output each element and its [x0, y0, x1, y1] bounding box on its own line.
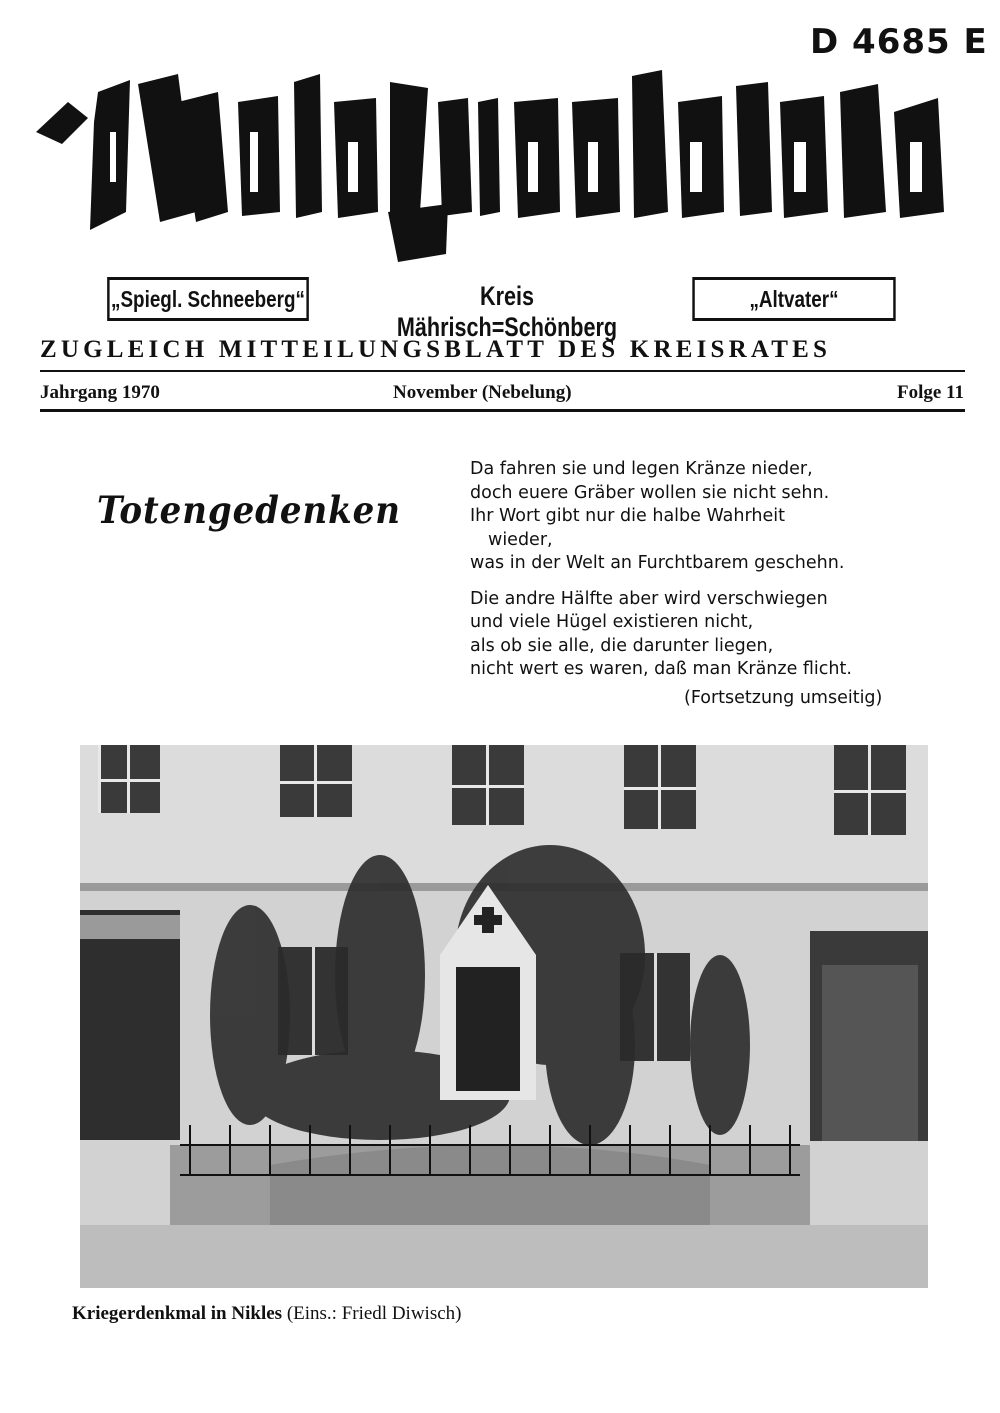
poem-line: Ihr Wort gibt nur die halbe Wahrheit — [470, 506, 785, 526]
poem-line: was in der Welt an Furchtbarem geschehn. — [470, 553, 845, 573]
poem-line: Da fahren sie und legen Kränze nieder, — [470, 459, 813, 479]
poem-line: nicht wert es waren, daß man Kränze flicht. — [470, 659, 852, 679]
issue-month: November (Nebelung) — [393, 382, 572, 403]
district-name: Kreis Mährisch=Schönberg — [396, 281, 618, 342]
region-box-left: „Spiegl. Schneeberg“ — [107, 277, 309, 321]
continuation-note: (Fortsetzung umseitig) — [684, 688, 883, 708]
publication-code: D 4685 E — [810, 22, 988, 62]
poem-line: doch euere Gräber wollen sie nicht sehn. — [470, 482, 830, 503]
issue-number: Folge 11 — [896, 382, 964, 403]
subtitle: ZUGLEICH MITTEILUNGSBLATT DES KREISRATES — [40, 336, 832, 363]
rule-bottom — [40, 409, 965, 412]
caption-credit: (Eins.: Friedl Diwisch) — [286, 1303, 462, 1324]
poem-line: Die andre Hälfte aber wird verschwiegen — [470, 588, 828, 609]
poem-line: als ob sie alle, die darunter liegen, — [470, 635, 774, 656]
photo-caption — [72, 1303, 462, 1325]
region-box-right: „Altvater“ — [692, 277, 895, 321]
poem-line: und viele Hügel existieren nicht, — [470, 612, 754, 632]
masthead-logo — [28, 62, 973, 262]
rule-top — [40, 370, 965, 372]
poem-line: wieder, — [488, 529, 553, 550]
poem-body — [470, 458, 920, 694]
issue-year: Jahrgang 1970 — [40, 382, 160, 403]
memorial-photo — [80, 745, 928, 1288]
poem-stanza-1 — [470, 458, 920, 576]
caption-title: Kriegerdenkmal in Nikles — [72, 1303, 283, 1324]
poem-title: Totengedenken — [97, 488, 401, 532]
header-band — [85, 277, 917, 342]
poem-stanza-2 — [470, 588, 920, 682]
